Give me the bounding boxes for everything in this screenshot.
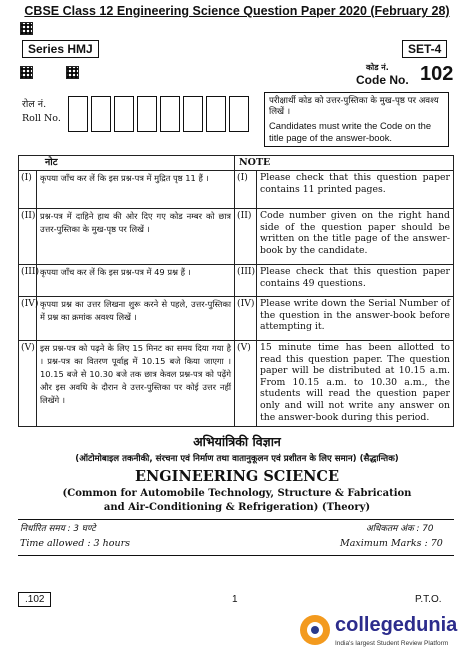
note-heading-english: NOTE (235, 156, 454, 171)
roll-number-box[interactable] (229, 96, 249, 132)
document-header-title: CBSE Class 12 Engineering Science Question Paper 2020 (February 28) (24, 4, 450, 18)
note-heading-hindi: नोट (19, 156, 235, 171)
note-number: (II) (19, 209, 37, 265)
roll-number-box[interactable] (137, 96, 157, 132)
roll-label: Roll No. (22, 113, 61, 124)
notes-header-row (19, 156, 454, 171)
note-text-hindi: कृपया जाँच कर लें कि इस प्रश्न-पत्र में मुद्रित पृष्ठ 11 हैं । (37, 171, 235, 209)
roll-number-box[interactable] (183, 96, 203, 132)
note-text-hindi: इस प्रश्न-पत्र को पढ़ने के लिए 15 मिनट का समय दिया गया है । प्रश्न-पत्र का वितरण पूर्वाह्न में 10.15 बजे किया जाएगा । 10.15 बजे से 10.30 बजे तक छात्र केवल प्रश्न-पत्र को पढ़ेंगे और इस अवधि के दौरान वे उत्तर-पुस्तिका पर कोई उत्तर नहीं लिखेंगे । (37, 341, 235, 427)
note-text-english: Code number given on the right hand side of the question paper should be written on the title page of the answer-book by the candidate. (257, 209, 454, 265)
logo-icon (300, 615, 330, 645)
qr-code-icon (20, 66, 33, 79)
subject-subtitle-line-1: (Common for Automobile Technology, Structure & Fabrication (62, 488, 412, 499)
notes-table (18, 155, 454, 427)
note-text-hindi: प्रश्न-पत्र में दाहिने हाथ की ओर दिए गए कोड नम्बर को छात्र उत्तर-पुस्तिका के मुख-पृष्ठ पर लिखें । (37, 209, 235, 265)
note-row (19, 209, 454, 265)
maximum-marks-hindi: अधिकतम अंक : 70 (366, 524, 434, 534)
note-text-english: Please write down the Serial Number of the question in the answer-book before attempting it. (257, 297, 454, 341)
divider (18, 519, 454, 520)
code-instruction-english: Candidates must write the Code on the title page of the answer-book. (269, 120, 432, 143)
roll-label-hindi: रोल नं. (22, 99, 47, 110)
subject-subtitle-hindi: (ऑटोमोबाइल तकनीकी, संरचना एवं निर्माण तथा वातानुकूलन एवं प्रशीतन के लिए समान) (सैद्धान्तिक) (75, 454, 399, 464)
note-number: (III) (19, 265, 37, 297)
note-number: (IV) (235, 297, 257, 341)
set-label: SET-4 (402, 40, 447, 58)
logo-tagline: India's largest Student Review Platform (335, 640, 449, 647)
roll-number-box[interactable] (206, 96, 226, 132)
code-instruction-box (264, 92, 449, 147)
subject-subtitle-line-2: and Air-Conditioning & Refrigeration) (Theory) (103, 502, 371, 513)
divider (18, 555, 454, 556)
roll-number-box[interactable] (160, 96, 180, 132)
roll-number-box[interactable] (114, 96, 134, 132)
note-number: (V) (19, 341, 37, 427)
note-text-hindi: कृपया प्रश्न का उत्तर लिखना शुरू करने से पहले, उत्तर-पुस्तिका में प्रश्न का क्रमांक अवश्य लिखें । (37, 297, 235, 341)
code-instruction-hindi: परीक्षार्थी कोड को उत्तर-पुस्तिका के मुख-पृष्ठ पर अवश्य लिखें । (269, 96, 439, 117)
code-number: 102 (420, 63, 454, 85)
note-number: (IV) (19, 297, 37, 341)
time-allowed: Time allowed : 3 hours (20, 538, 130, 549)
note-text-english: Please check that this question paper contains 49 questions. (257, 265, 454, 297)
roll-number-box[interactable] (68, 96, 88, 132)
code-label-hindi: कोड नं. (366, 63, 389, 72)
footer-code: .102 (18, 592, 51, 607)
note-text-english: Please check that this question paper contains 11 printed pages. (257, 171, 454, 209)
note-number: (I) (19, 171, 37, 209)
note-text-english: 15 minute time has been allotted to read this question paper. The question paper will be distributed at 10.15 a.m. From 10.15 a.m. to 10.30 a.m., the students will read the question paper only and will not write any answer on the answer-book during this period. (257, 341, 454, 427)
note-number: (II) (235, 209, 257, 265)
collegedunia-logo (300, 613, 465, 657)
logo-name: collegedunia (335, 614, 458, 636)
note-text-hindi: कृपया जाँच कर लें कि इस प्रश्न-पत्र में 49 प्रश्न हैं । (37, 265, 235, 297)
roll-number-box[interactable] (91, 96, 111, 132)
note-row (19, 265, 454, 297)
note-number: (III) (235, 265, 257, 297)
note-row (19, 171, 454, 209)
code-label: Code No. (356, 73, 409, 87)
note-number: (V) (235, 341, 257, 427)
note-row (19, 297, 454, 341)
subject-title: ENGINEERING SCIENCE (134, 468, 340, 485)
time-allowed-hindi: निर्धारित समय : 3 घण्टे (20, 524, 96, 534)
subject-title-hindi: अभियांत्रिकी विज्ञान (193, 434, 281, 449)
qr-code-icon (66, 66, 79, 79)
qr-code-icon (20, 22, 33, 35)
note-number: (I) (235, 171, 257, 209)
page-number: 1 (232, 594, 238, 605)
pto-label: P.T.O. (415, 594, 442, 605)
note-row (19, 341, 454, 427)
maximum-marks: Maximum Marks : 70 (340, 538, 443, 549)
series-label: Series HMJ (22, 40, 99, 58)
